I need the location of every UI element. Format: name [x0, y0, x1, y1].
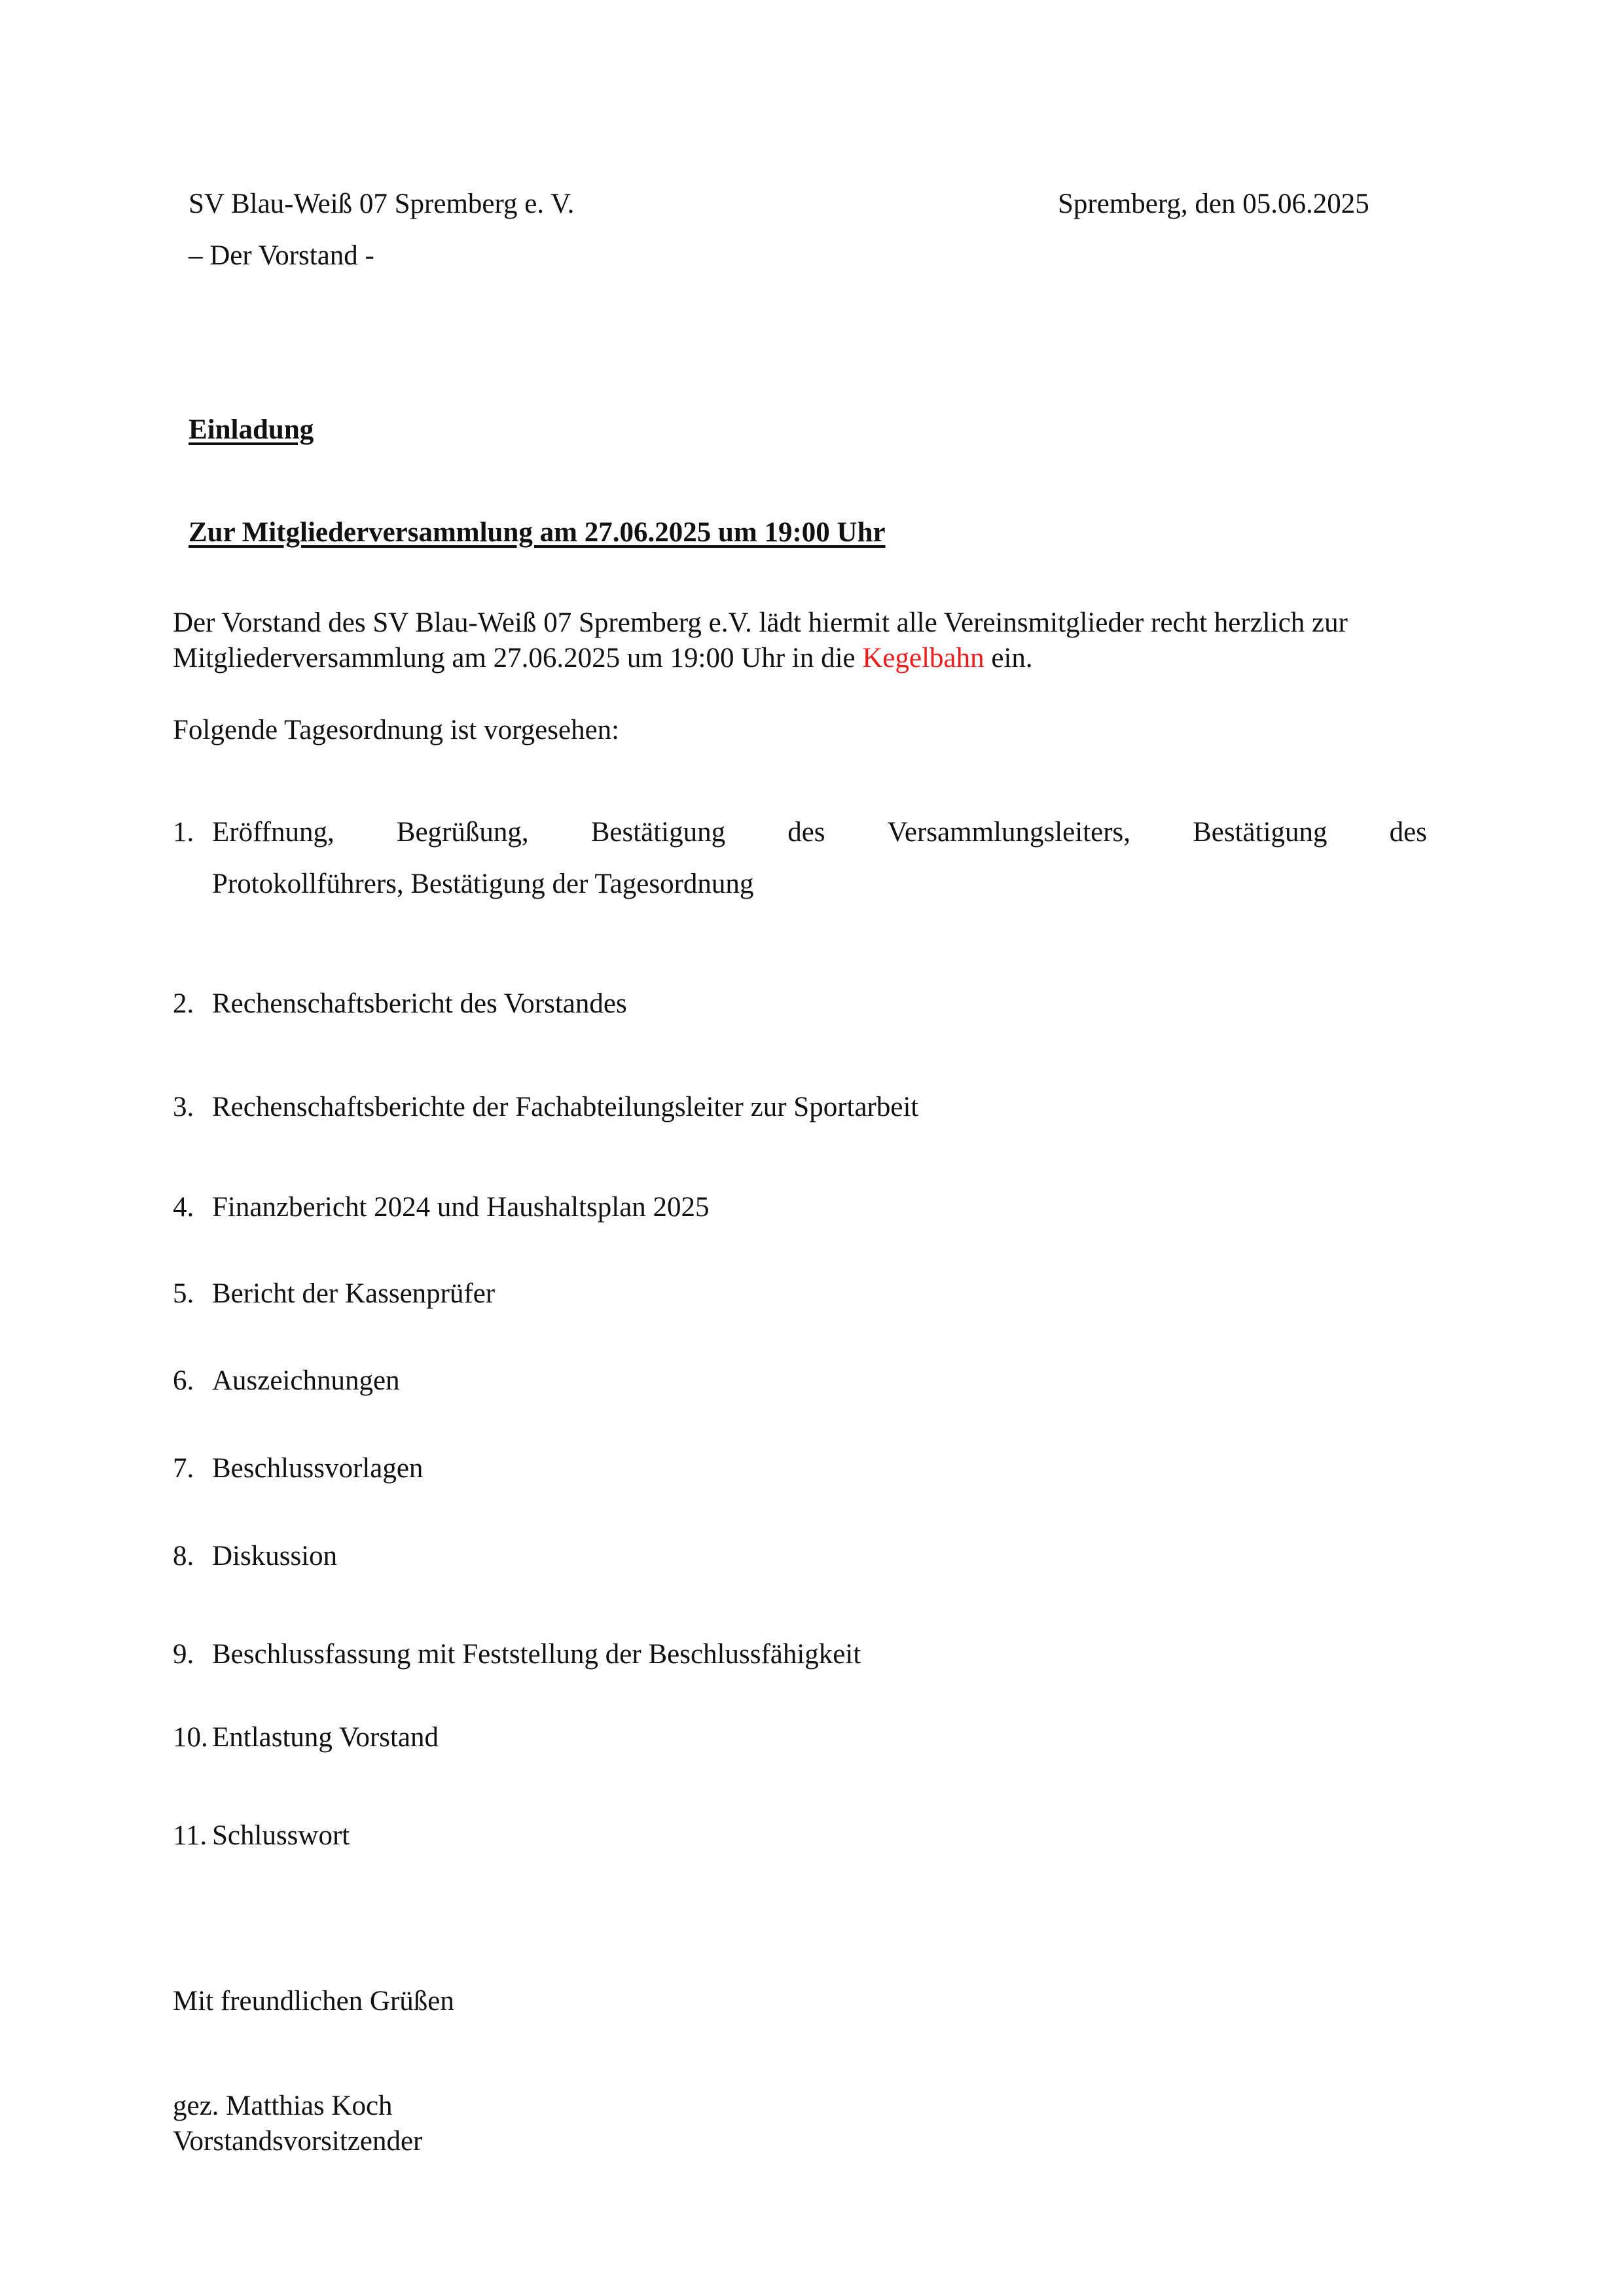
agenda-word: Bestätigung: [590, 817, 726, 848]
agenda-word: Versammlungsleiters,: [887, 817, 1131, 848]
agenda-number: 6.: [173, 1365, 194, 1396]
agenda-number: 10.: [173, 1722, 208, 1753]
agenda-item-1-line-1: [212, 818, 1427, 846]
agenda-word: Eröffnung,: [212, 817, 334, 848]
board-label: – Der Vorstand -: [189, 240, 374, 271]
agenda-text: Beschlussfassung mit Feststellung der Beschlussfähigkeit: [212, 1639, 861, 1670]
agenda-item-6: [173, 1367, 400, 1395]
agenda-item-1: [173, 818, 212, 846]
agenda-number: 1.: [173, 817, 194, 848]
document-title: Einladung: [189, 414, 314, 445]
agenda-text: Rechenschaftsberichte der Fachabteilungsleiter zur Sportarbeit: [212, 1092, 919, 1122]
agenda-number: 3.: [173, 1092, 194, 1122]
agenda-item-10: [173, 1723, 439, 1751]
intro-line-1: Der Vorstand des SV Blau-Weiß 07 Spremberg e.V. lädt hiermit alle Vereinsmitglieder recht herzlich zur: [173, 607, 1348, 638]
agenda-text: Entlastung Vorstand: [212, 1722, 439, 1753]
location-highlight: Kegelbahn: [862, 643, 984, 673]
agenda-number: 11.: [173, 1820, 208, 1851]
place-date: Spremberg, den 05.06.2025: [1058, 188, 1369, 219]
agenda-item-11: [173, 1821, 350, 1850]
club-name: SV Blau-Weiß 07 Spremberg e. V.: [189, 188, 575, 219]
agenda-item-4: [173, 1193, 710, 1221]
agenda-text: Schlusswort: [212, 1820, 350, 1851]
agenda-number: 9.: [173, 1639, 194, 1670]
agenda-number: 8.: [173, 1541, 194, 1571]
meeting-subtitle: Zur Mitgliederversammlung am 27.06.2025 um 19:00 Uhr: [189, 517, 886, 548]
agenda-item-9: [173, 1640, 861, 1668]
closing-greeting: Mit freundlichen Grüßen: [173, 1986, 454, 2017]
agenda-text: Auszeichnungen: [212, 1365, 400, 1396]
intro-line-2-start: Mitgliederversammlung am 27.06.2025 um 19:00 Uhr in die: [173, 643, 863, 673]
agenda-item-1-line-2: Protokollführers, Bestätigung der Tagesordnung: [212, 869, 754, 899]
intro-paragraph: [173, 605, 1348, 676]
agenda-item-5: [173, 1280, 495, 1308]
agenda-word: des: [1389, 817, 1427, 848]
signature-name: gez. Matthias Koch: [173, 2090, 393, 2121]
intro-line-2: [173, 641, 1348, 676]
agenda-word: Bestätigung: [1193, 817, 1327, 848]
agenda-word: Begrüßung,: [396, 817, 529, 848]
agenda-number: 7.: [173, 1453, 194, 1484]
agenda-item-2: [173, 990, 627, 1018]
agenda-item-7: [173, 1454, 423, 1482]
intro-line-2-end: ein.: [984, 643, 1033, 673]
agenda-text: Bericht der Kassenprüfer: [212, 1278, 496, 1309]
agenda-text: Beschlussvorlagen: [212, 1453, 424, 1484]
agenda-intro: Folgende Tagesordnung ist vorgesehen:: [173, 715, 620, 745]
agenda-number: 5.: [173, 1278, 194, 1309]
signature-role: Vorstandsvorsitzender: [173, 2126, 423, 2157]
agenda-text: Diskussion: [212, 1541, 338, 1571]
agenda-text: Finanzbericht 2024 und Haushaltsplan 2025: [212, 1192, 710, 1223]
agenda-number: 4.: [173, 1192, 194, 1223]
agenda-item-8: [173, 1542, 337, 1570]
agenda-item-3: [173, 1093, 918, 1121]
agenda-number: 2.: [173, 988, 194, 1019]
agenda-text: Rechenschaftsbericht des Vorstandes: [212, 988, 627, 1019]
agenda-word: des: [787, 817, 825, 848]
